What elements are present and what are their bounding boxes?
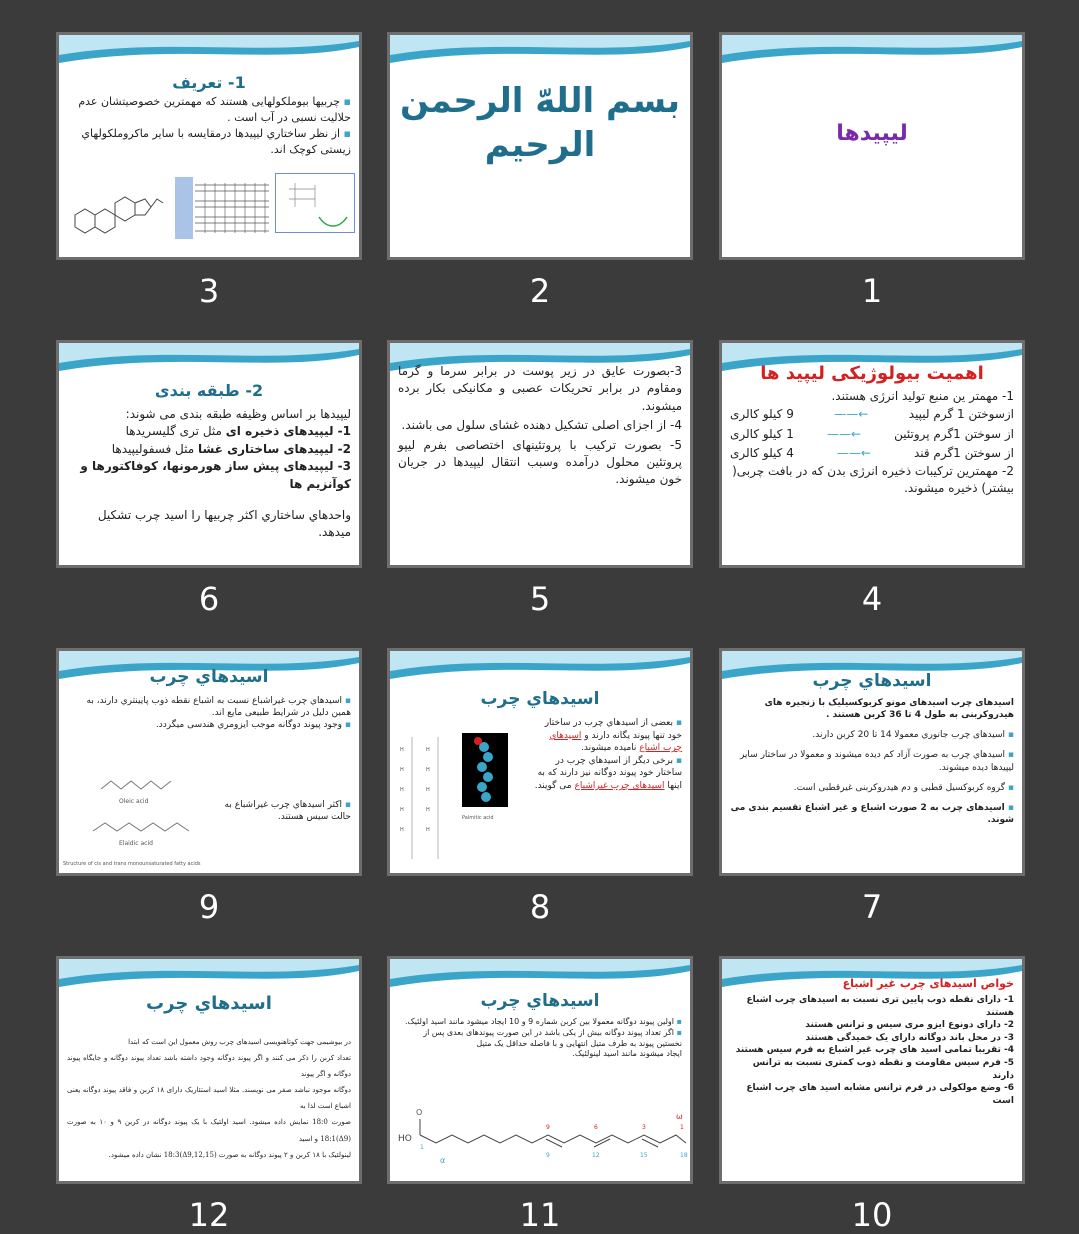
steroid-structure-figure xyxy=(65,175,165,235)
slide-text: ▪ گروه کربوکسیل قطبی و دم هیدروکربنی غیرقطبی است. xyxy=(730,782,1014,794)
slide-text: از سوختن 1گرم پروتئین xyxy=(894,426,1014,441)
slide-text: ▪ از نظر ساختاري لیپیدها درمقایسه با سایر ماکروملکولهاي زیستی کوچک اند. xyxy=(67,126,351,158)
alpha-label: α xyxy=(440,1156,446,1165)
slide-thumbnail-9[interactable] xyxy=(56,648,362,876)
slide-text: 3- در محل باند دوگانه دارای یک خمیدگی هستند xyxy=(805,1032,1014,1043)
slide-title: اهمیت بیولوژیکی لیپید ها xyxy=(760,363,984,384)
slide-text: 2- لیپیدهای ساختاری غشا xyxy=(197,441,351,456)
slide-text: اسیدهای چرب اسیدهای مونو کربوکسیلیک با زنجیره های هیدروکربنی به طول 4 تا 36 کربن هستند . xyxy=(764,698,1014,721)
slide-text: ایجاد میشوند مانند اسید لینولئیک. xyxy=(572,1049,682,1059)
fig-label: Elaidic acid xyxy=(119,840,153,847)
svg-text:H: H xyxy=(426,747,430,753)
slide-number: 6 xyxy=(198,580,220,618)
slide-thumbnail-2[interactable] xyxy=(387,32,693,260)
slide-text: 3-بصورت عایق در زیر پوست در برابر سرما و گرما ومقاوم در برابر تحریکات عصبی و مکانیکی بکار برده میشوند. xyxy=(398,364,682,413)
slide-number: 12 xyxy=(188,1196,230,1234)
slide-number: 8 xyxy=(529,888,551,926)
slide-title: 2- طبقه بندی xyxy=(154,381,264,400)
palmitic-acid-figure xyxy=(398,731,538,871)
slide-header-swoosh xyxy=(59,959,359,995)
linolenic-acid-structure-figure xyxy=(396,1105,692,1181)
slide-number: 3 xyxy=(198,272,220,310)
svg-text:H: H xyxy=(400,767,404,773)
slide-text: واحدهاي ساختاري اکثر چربیها را اسید چرب تشکیل میدهد. xyxy=(97,507,351,540)
slide-text: 9 کیلو کالری xyxy=(730,407,794,422)
svg-text:H: H xyxy=(426,807,430,813)
cis-trans-structure-figure xyxy=(63,759,203,869)
lipid-bilayer-figure xyxy=(175,177,271,239)
fig-label: 18 xyxy=(680,1152,688,1159)
slide-text: ▪ اگر تعداد پیوند دوگانه بیش از یکی باشد در این صورت پیوندهای بعدی پس از نخستین پیوند به طرف متیل انتهایی و با فاصله حداقل یک متیل xyxy=(398,1028,682,1050)
slide-text: اسیدهاي چرب غیراشباع xyxy=(574,780,665,791)
slide-text: از سوختن 1گرم قند xyxy=(913,445,1014,460)
slide-header-swoosh xyxy=(390,35,690,71)
slide-title: لیپیدها xyxy=(836,121,908,146)
fig-label: HO xyxy=(398,1134,412,1144)
slide-thumbnail-5[interactable] xyxy=(387,340,693,568)
slide-text: دوگانه موجود نباشد صفر می نویسند. مثلا اسید استئاریک دارای ۱۸ کربن و فاقد پیوند دوگانه یعنی اشباع است لذا به xyxy=(67,1086,351,1111)
slide-text: ▪ چربیها بیوملکولهایی هستند که مهمترین خصوصیتشان عدم حلالیت نسبی در آب است . xyxy=(67,94,351,126)
slide-thumbnail-10[interactable] xyxy=(719,956,1025,1184)
slide-text: ازسوختن 1 گرم لیپید xyxy=(908,407,1014,422)
slide-text: 1 کیلو کالری xyxy=(730,426,794,441)
slide-text: ▪ اسیدهای چرب جانوري معمولا 14 تا 20 کربن دارند. xyxy=(730,729,1014,741)
slide-header-swoosh xyxy=(390,651,690,687)
fig-label: Palmitic acid xyxy=(462,815,494,821)
slide-header-swoosh xyxy=(390,959,690,995)
slide-text: 3- لیپیدهای پیش ساز هورمونها، کوفاکتورها و کوآنزیم ها xyxy=(80,459,351,491)
arrow-left-icon: ←—— xyxy=(836,445,871,460)
slide-text: 2- مهمترین ترکیبات ذخیره انرژی بدن که در بافت چربی( بیشتر) ذخیره میشوند. xyxy=(732,463,1014,496)
svg-text:H: H xyxy=(426,827,430,833)
svg-text:H: H xyxy=(426,787,430,793)
fig-label: 15 xyxy=(640,1152,648,1159)
slide-text: مثل تری گلیسریدها xyxy=(125,424,226,439)
slide-title: اسیدهاي چرب xyxy=(480,689,600,709)
slide-title: اسیدهاي چرب xyxy=(146,993,272,1014)
svg-text:H: H xyxy=(400,807,404,813)
fig-label: 1 xyxy=(420,1144,424,1151)
energy-row xyxy=(730,444,1014,463)
slide-text: 1- لیپیدهای ذخیره ای xyxy=(225,424,351,439)
slide-number: 1 xyxy=(861,272,883,310)
slide-text: 4- تقریبا تمامی اسید های چرب غیر اشباع به فرم سیس هستند xyxy=(735,1045,1014,1056)
slide-text: مثل فسفولیپیدها xyxy=(111,441,198,456)
slide-text: می گویند. xyxy=(534,780,575,791)
slide-text: در بیوشیمی جهت کوتاهنویسی اسیدهای چرب روش معمول این است که ابتدا xyxy=(128,1038,351,1046)
slide-thumbnail-11[interactable] xyxy=(387,956,693,1184)
slide-text: ▪ اسیدهاي چرب به صورت آزاد کم دیده میشوند و معمولا در ساختار سایر لیپیدها دیده میشوند. xyxy=(730,749,1014,773)
glycerol-structure-figure xyxy=(275,173,355,233)
svg-text:H: H xyxy=(400,787,404,793)
slide-text: ▪ برخی دیگر از اسیدهاي چرب در ساختار خود پیوند دوگانه نیز دارند که به اینها xyxy=(538,756,682,791)
omega-label: ω xyxy=(676,1112,683,1121)
slide-text: نامیده میشوند. xyxy=(581,743,640,754)
fig-label: 6 xyxy=(594,1124,598,1131)
slide-text: 1- مهمتر ین منبع تولید انرژی هستند. xyxy=(831,389,1014,403)
slide-text: ▪ اولین پیوند دوگانه معمولا بین کربن شماره 9 و 10 ایجاد میشود مانند اسید اولئیک. xyxy=(398,1017,682,1028)
svg-text:H: H xyxy=(400,827,404,833)
slide-thumbnail-3[interactable] xyxy=(56,32,362,260)
slide-text: ▪ اسیدهاي چرب غیراشباع نسبت به اشباع نقطه ذوب پایینتري دارند، به همین دلیل در شرایط طبیعی مایع اند. xyxy=(67,695,351,719)
slide-title: 1- تعریف xyxy=(172,73,246,92)
arrow-left-icon: ←—— xyxy=(834,407,869,422)
slide-text: لینولئیک با ۱۸ کربن و ۲ پیوند دوگانه به صورت (Δ9,12,15)18:3 نشان داده میشود. xyxy=(108,1150,351,1159)
slide-header-swoosh xyxy=(59,343,359,379)
slide-text: اسیدهاي چرب اشباع xyxy=(549,730,682,754)
slide-number: 11 xyxy=(519,1196,561,1234)
slide-number: 7 xyxy=(861,888,883,926)
slide-number: 4 xyxy=(861,580,883,618)
slide-text: تعداد کربن را ذکر می کنند و اگر پیوند دوگانه وجود داشته باشد تعداد پیوند دوگانه و جایگاه پیوند دوگانه و اگر پیوند xyxy=(67,1054,351,1079)
slide-thumbnail-7[interactable] xyxy=(719,648,1025,876)
slide-text: صورت 18:0 نمایش داده میشود. اسید اولئیک با یک پیوند دوگانه در کربن ۹ و ۱۰ به صورت (Δ9)18:1 و اسید xyxy=(67,1118,351,1143)
slide-text: 4- از اجزای اصلی تشکیل دهنده غشای سلول می باشند. xyxy=(401,418,682,433)
slide-title: الرحیم xyxy=(484,124,596,165)
fig-label: 9 xyxy=(546,1152,550,1159)
slide-number: 10 xyxy=(851,1196,893,1234)
slide-text: ▪ بعضی از اسیدهاي چرب در ساختار خود تنها پیوند یگانه دارند و xyxy=(545,718,682,741)
slide-thumbnail-12[interactable] xyxy=(56,956,362,1184)
energy-row xyxy=(730,405,1014,424)
slide-text: ▪ اکثر اسیدهاي چرب غیراشباع به حالت سیس هستند. xyxy=(221,799,351,823)
slide-text: ▪ اسیدهای چرب به 2 صورت اشباع و غیر اشباع تقسیم بندی می شوند. xyxy=(730,802,1014,826)
slide-header-swoosh xyxy=(59,35,359,71)
fig-label: 12 xyxy=(592,1152,600,1159)
fig-label: 3 xyxy=(642,1124,646,1131)
slide-text: لیپیدها بر اساس وظیفه طبقه بندی می شوند: xyxy=(125,407,351,421)
slide-text: 6- وضع مولکولی در فرم ترانس مشابه اسید های چرب اشباع است xyxy=(746,1083,1014,1106)
slide-thumbnail-4[interactable] xyxy=(719,340,1025,568)
svg-text:O: O xyxy=(416,1108,423,1117)
fig-label: 9 xyxy=(546,1124,550,1131)
slide-text: 5- بصورت ترکیب با پروتئینهای اختصاصی بفرم لیپو پروتئین محلول درآمده وسبب انتقال لیپیدها در جریان خون میشوند. xyxy=(398,437,682,487)
slide-number: 5 xyxy=(529,580,551,618)
svg-text:H: H xyxy=(400,747,404,753)
fig-label: Oleic acid xyxy=(119,798,149,805)
slide-text: ▪ وجود پیوند دوگانه موجب ایزومري هندسی میگردد. xyxy=(67,719,351,731)
slide-title: بسم اللهّ الرحمن xyxy=(399,81,681,121)
slide-title: خواص اسیدهای چرب غیر اشباع xyxy=(842,977,1014,990)
slide-thumbnail-8[interactable] xyxy=(387,648,693,876)
slide-header-swoosh xyxy=(722,35,1022,71)
fig-label: 1 xyxy=(680,1124,684,1131)
slide-title: اسیدهاي چرب xyxy=(812,671,932,691)
energy-row xyxy=(730,425,1014,444)
slide-title: اسیدهاي چرب xyxy=(480,991,600,1011)
arrow-left-icon: ←—— xyxy=(826,426,861,441)
slide-text: 1- دارای نقطه ذوب پایین تری نسبت به اسیدهای چرب اشباع هستند xyxy=(746,995,1014,1018)
slide-title: اسیدهاي چرب xyxy=(149,667,269,687)
slide-thumbnail-1[interactable] xyxy=(719,32,1025,260)
fig-caption: Structure of cis and trans monounsaturated fatty acids xyxy=(63,861,201,867)
slide-number: 9 xyxy=(198,888,220,926)
slide-number: 2 xyxy=(529,272,551,310)
slide-text: 4 کیلو کالری xyxy=(730,445,794,460)
slide-text: 5- فرم سیس مقاومت و نقطه ذوب کمتری نسبت به ترانس دارند xyxy=(752,1057,1014,1081)
slide-text: 2- دارای دونوع ایزو مری سیس و ترانس هستند xyxy=(805,1020,1014,1031)
svg-text:H: H xyxy=(426,767,430,773)
slide-thumbnail-6[interactable] xyxy=(56,340,362,568)
